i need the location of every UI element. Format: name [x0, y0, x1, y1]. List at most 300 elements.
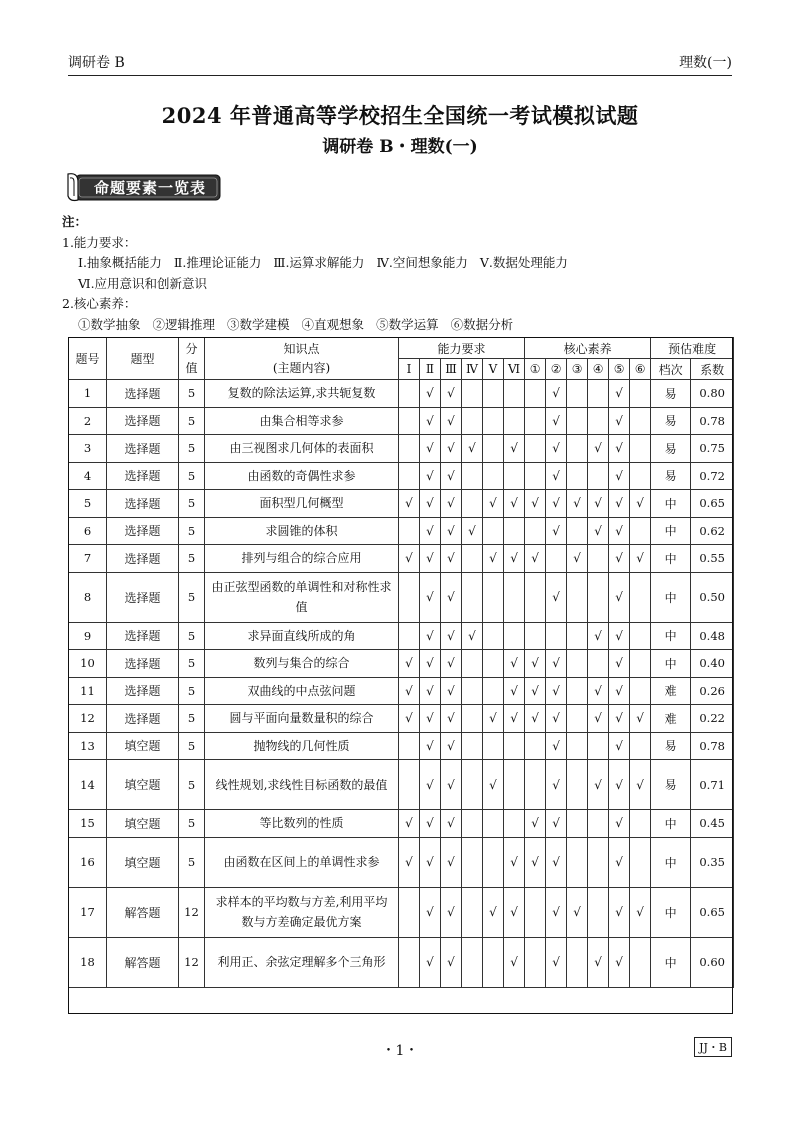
cell-ability-check: √: [504, 435, 525, 463]
cell-core-check: √: [609, 435, 630, 463]
cell-topic: 等比数列的性质: [205, 810, 399, 838]
ability-item: Ⅳ.空间想象能力: [376, 255, 468, 270]
cell-ability-check: [483, 937, 504, 987]
header-rule: [68, 75, 732, 76]
cell-core-check: √: [588, 705, 609, 733]
cell-ability-check: √: [462, 517, 483, 545]
cell-score: 5: [179, 380, 205, 408]
header-topic-main: 知识点: [283, 341, 320, 356]
cell-core-check: √: [630, 760, 651, 810]
ability-item: Ⅰ.抽象概括能力: [78, 255, 162, 270]
cell-ability-check: √: [441, 837, 462, 887]
cell-ability-check: √: [420, 517, 441, 545]
header-topic-sub: (主题内容): [272, 360, 331, 375]
cell-ability-check: [399, 887, 420, 937]
cell-core-check: [588, 380, 609, 408]
cell-core-check: √: [588, 937, 609, 987]
cell-ability-check: [483, 837, 504, 887]
cell-ability-check: [462, 705, 483, 733]
cell-ability-check: √: [420, 545, 441, 573]
cell-ability-check: [483, 572, 504, 622]
cell-coef: 0.78: [691, 732, 734, 760]
cell-num: 16: [69, 837, 107, 887]
cell-core-check: [588, 545, 609, 573]
cell-core-check: [525, 760, 546, 810]
cell-type: 选择题: [107, 462, 179, 490]
table-row: [69, 462, 734, 490]
cell-ability-check: [483, 435, 504, 463]
cell-core-check: [630, 517, 651, 545]
cell-core-check: [546, 622, 567, 650]
cell-ability-check: √: [399, 650, 420, 678]
ability-item: Ⅱ.推理论证能力: [173, 255, 262, 270]
cell-score: 5: [179, 407, 205, 435]
cell-coef: 0.75: [691, 435, 734, 463]
cell-coef: 0.48: [691, 622, 734, 650]
cell-core-check: √: [525, 677, 546, 705]
cell-ability-check: [399, 572, 420, 622]
core-col-header: ③: [567, 359, 588, 380]
page-header: [68, 48, 732, 72]
cell-core-check: [588, 732, 609, 760]
cell-core-check: √: [630, 887, 651, 937]
cell-level: 中: [651, 937, 691, 987]
cell-core-check: [567, 650, 588, 678]
cell-topic: 数列与集合的综合: [205, 650, 399, 678]
cell-core-check: [630, 380, 651, 408]
cell-ability-check: [483, 462, 504, 490]
cell-core-check: [630, 407, 651, 435]
cell-type: 选择题: [107, 407, 179, 435]
cell-ability-check: √: [504, 837, 525, 887]
cell-ability-check: √: [420, 732, 441, 760]
cell-level: 中: [651, 545, 691, 573]
cell-ability-check: [504, 517, 525, 545]
cell-core-check: [588, 572, 609, 622]
cell-ability-check: √: [441, 517, 462, 545]
cell-score: 5: [179, 462, 205, 490]
cell-ability-check: [483, 732, 504, 760]
cell-num: 2: [69, 407, 107, 435]
cell-ability-check: √: [420, 572, 441, 622]
cell-ability-check: √: [441, 407, 462, 435]
cell-coef: 0.65: [691, 887, 734, 937]
cell-ability-check: √: [441, 760, 462, 810]
cell-core-check: √: [609, 887, 630, 937]
cell-core-check: [630, 732, 651, 760]
page-number: ・1・: [381, 1043, 419, 1059]
cell-level: 易: [651, 380, 691, 408]
cell-core-check: [525, 407, 546, 435]
cell-core-check: [567, 435, 588, 463]
cell-score: 5: [179, 677, 205, 705]
cell-core-check: √: [546, 887, 567, 937]
cell-ability-check: √: [441, 435, 462, 463]
cell-ability-check: √: [420, 380, 441, 408]
cell-ability-check: [504, 622, 525, 650]
cell-level: 易: [651, 407, 691, 435]
cell-ability-check: [399, 937, 420, 987]
cell-ability-check: √: [441, 462, 462, 490]
table-row: [69, 490, 734, 518]
cell-ability-check: [483, 622, 504, 650]
cell-ability-check: √: [420, 887, 441, 937]
cell-score: 5: [179, 837, 205, 887]
cell-type: 填空题: [107, 760, 179, 810]
table-row: [69, 622, 734, 650]
cell-level: 中: [651, 650, 691, 678]
cell-num: 8: [69, 572, 107, 622]
cell-type: 选择题: [107, 572, 179, 622]
cell-ability-check: √: [504, 887, 525, 937]
header-topic: [205, 338, 399, 380]
cell-core-check: √: [609, 837, 630, 887]
cell-core-check: √: [630, 545, 651, 573]
cell-ability-check: [483, 407, 504, 435]
cell-ability-check: [462, 887, 483, 937]
ability-item: Ⅴ.数据处理能力: [479, 255, 568, 270]
cell-core-check: [588, 810, 609, 838]
cell-ability-check: [462, 462, 483, 490]
cell-core-check: √: [609, 622, 630, 650]
cell-ability-check: [504, 572, 525, 622]
cell-core-check: √: [588, 435, 609, 463]
cell-core-check: √: [588, 760, 609, 810]
cell-ability-check: √: [399, 490, 420, 518]
cell-ability-check: [399, 462, 420, 490]
cell-ability-check: √: [420, 810, 441, 838]
cell-ability-check: √: [441, 810, 462, 838]
cell-type: 选择题: [107, 622, 179, 650]
cell-ability-check: √: [441, 937, 462, 987]
cell-level: 易: [651, 760, 691, 810]
cell-core-check: [567, 572, 588, 622]
header-score: [179, 338, 205, 380]
cell-core-check: √: [609, 677, 630, 705]
cell-core-check: √: [630, 490, 651, 518]
table-row: [69, 407, 734, 435]
cell-topic: 由三视图求几何体的表面积: [205, 435, 399, 463]
cell-ability-check: [462, 837, 483, 887]
cell-num: 3: [69, 435, 107, 463]
cell-level: 中: [651, 810, 691, 838]
cell-ability-check: √: [420, 837, 441, 887]
header-score-char: 值: [185, 360, 198, 375]
cell-ability-check: [462, 380, 483, 408]
cell-ability-check: [399, 622, 420, 650]
cell-ability-check: √: [441, 490, 462, 518]
cell-topic: 面积型几何概型: [205, 490, 399, 518]
cell-type: 填空题: [107, 810, 179, 838]
cell-ability-check: √: [420, 435, 441, 463]
cell-ability-check: √: [420, 650, 441, 678]
core-item: ②逻辑推理: [152, 316, 216, 332]
cell-ability-check: √: [420, 760, 441, 810]
cell-score: 5: [179, 650, 205, 678]
cell-core-check: √: [546, 705, 567, 733]
core-col-header: ①: [525, 359, 546, 380]
cell-num: 12: [69, 705, 107, 733]
cell-core-check: √: [588, 490, 609, 518]
cell-core-check: √: [567, 887, 588, 937]
cell-core-check: [588, 407, 609, 435]
table-row: [69, 837, 734, 887]
cell-core-check: [588, 650, 609, 678]
cell-core-check: √: [546, 462, 567, 490]
cell-score: 5: [179, 705, 205, 733]
ability-col-header: Ⅳ: [462, 359, 483, 380]
cell-num: 14: [69, 760, 107, 810]
cell-score: 5: [179, 435, 205, 463]
cell-core-check: √: [546, 380, 567, 408]
cell-core-check: √: [567, 490, 588, 518]
notes-block: [62, 212, 580, 335]
cell-core-check: √: [609, 462, 630, 490]
cell-core-check: √: [588, 677, 609, 705]
cell-core-check: √: [609, 650, 630, 678]
cell-score: 5: [179, 732, 205, 760]
cell-core-check: √: [525, 837, 546, 887]
cell-core-check: [630, 837, 651, 887]
cell-ability-check: √: [420, 490, 441, 518]
header-left: 调研卷 B: [68, 55, 125, 71]
table-row: [69, 937, 734, 987]
cell-core-check: [567, 677, 588, 705]
cell-level: 中: [651, 837, 691, 887]
cell-coef: 0.71: [691, 760, 734, 810]
cell-core-check: [630, 677, 651, 705]
cell-core-check: [525, 732, 546, 760]
cell-coef: 0.22: [691, 705, 734, 733]
cell-core-check: [567, 705, 588, 733]
cell-score: 5: [179, 622, 205, 650]
cell-topic: 复数的除法运算,求共轭复数: [205, 380, 399, 408]
cell-num: 9: [69, 622, 107, 650]
cell-core-check: √: [609, 760, 630, 810]
cell-ability-check: √: [441, 545, 462, 573]
cell-score: 12: [179, 887, 205, 937]
cell-type: 解答题: [107, 937, 179, 987]
ability-col-header: Ⅴ: [483, 359, 504, 380]
cell-ability-check: √: [420, 937, 441, 987]
cell-core-check: √: [609, 490, 630, 518]
cell-num: 17: [69, 887, 107, 937]
cell-ability-check: [462, 572, 483, 622]
cell-core-check: √: [546, 677, 567, 705]
cell-core-check: [567, 937, 588, 987]
cell-type: 选择题: [107, 650, 179, 678]
cell-ability-check: √: [399, 545, 420, 573]
cell-ability-check: [399, 380, 420, 408]
page-title: 2024 年普通高等学校招生全国统一考试模拟试题: [161, 103, 639, 128]
header-core: 核心素养: [525, 338, 651, 359]
cell-core-check: √: [609, 937, 630, 987]
cell-topic: 抛物线的几何性质: [205, 732, 399, 760]
cell-core-check: √: [609, 517, 630, 545]
cell-ability-check: √: [462, 622, 483, 650]
cell-score: 5: [179, 572, 205, 622]
core-items: [62, 315, 580, 336]
cell-coef: 0.55: [691, 545, 734, 573]
cell-ability-check: √: [441, 705, 462, 733]
cell-level: 难: [651, 677, 691, 705]
cell-core-check: [588, 837, 609, 887]
core-item: ⑥数据分析: [450, 316, 514, 332]
cell-ability-check: [483, 810, 504, 838]
cell-ability-check: [504, 462, 525, 490]
cell-ability-check: √: [504, 677, 525, 705]
cell-num: 4: [69, 462, 107, 490]
cell-core-check: √: [609, 572, 630, 622]
ability-title: 1.能力要求：: [62, 234, 137, 250]
cell-ability-check: [399, 407, 420, 435]
cell-type: 解答题: [107, 887, 179, 937]
cell-core-check: [630, 937, 651, 987]
cell-core-check: [567, 517, 588, 545]
cell-core-check: [567, 462, 588, 490]
table-row: [69, 650, 734, 678]
cell-coef: 0.26: [691, 677, 734, 705]
cell-core-check: √: [588, 517, 609, 545]
core-col-header: ⑥: [630, 359, 651, 380]
cell-core-check: √: [525, 490, 546, 518]
ability-col-header: Ⅱ: [420, 359, 441, 380]
cell-score: 5: [179, 517, 205, 545]
cell-ability-check: [399, 760, 420, 810]
cell-ability-check: √: [504, 937, 525, 987]
cell-core-check: [567, 810, 588, 838]
cell-ability-check: [504, 380, 525, 408]
cell-type: 选择题: [107, 705, 179, 733]
core-item: ③数学建模: [227, 316, 290, 332]
cell-type: 选择题: [107, 545, 179, 573]
cell-core-check: [525, 937, 546, 987]
page-subtitle: 调研卷 B・理数(一): [322, 137, 478, 157]
cell-coef: 0.65: [691, 490, 734, 518]
cell-num: 11: [69, 677, 107, 705]
cell-coef: 0.80: [691, 380, 734, 408]
cell-num: 1: [69, 380, 107, 408]
cell-num: 6: [69, 517, 107, 545]
cell-core-check: √: [609, 380, 630, 408]
cell-core-check: √: [525, 650, 546, 678]
cell-core-check: √: [630, 705, 651, 733]
cell-core-check: [567, 732, 588, 760]
cell-core-check: √: [525, 545, 546, 573]
cell-ability-check: √: [420, 677, 441, 705]
cell-topic: 双曲线的中点弦问题: [205, 677, 399, 705]
cell-core-check: √: [609, 705, 630, 733]
cell-ability-check: √: [441, 572, 462, 622]
cell-core-check: [525, 517, 546, 545]
core-item: ④直观想象: [301, 316, 365, 332]
cell-core-check: [588, 462, 609, 490]
cell-core-check: [630, 622, 651, 650]
cell-core-check: [525, 435, 546, 463]
header-ability: 能力要求: [399, 338, 525, 359]
cell-ability-check: √: [399, 810, 420, 838]
cell-ability-check: [504, 732, 525, 760]
cell-core-check: [567, 380, 588, 408]
cell-ability-check: [462, 490, 483, 518]
cell-core-check: √: [546, 517, 567, 545]
cell-score: 5: [179, 545, 205, 573]
table-row: [69, 732, 734, 760]
cell-ability-check: [462, 677, 483, 705]
cell-level: 中: [651, 622, 691, 650]
cell-core-check: [630, 462, 651, 490]
cell-ability-check: √: [441, 622, 462, 650]
cell-core-check: [525, 572, 546, 622]
cell-ability-check: [483, 677, 504, 705]
cell-ability-check: [462, 760, 483, 810]
header-difficulty: 预估难度: [651, 338, 734, 359]
cell-ability-check: [504, 407, 525, 435]
cell-ability-check: [399, 517, 420, 545]
ability-col-header: Ⅵ: [504, 359, 525, 380]
cell-num: 18: [69, 937, 107, 987]
table-row: [69, 760, 734, 810]
cell-ability-check: √: [441, 650, 462, 678]
cell-ability-check: [462, 937, 483, 987]
table-row: [69, 572, 734, 622]
cell-level: 易: [651, 435, 691, 463]
cell-ability-check: √: [420, 407, 441, 435]
cell-num: 10: [69, 650, 107, 678]
cell-core-check: [588, 887, 609, 937]
cell-score: 5: [179, 810, 205, 838]
table-row: [69, 677, 734, 705]
cell-ability-check: [483, 517, 504, 545]
table-row: [69, 810, 734, 838]
ability-items: [62, 253, 580, 274]
cell-core-check: √: [609, 732, 630, 760]
ability-item-6: Ⅵ.应用意识和创新意识: [78, 275, 208, 291]
cell-ability-check: √: [399, 705, 420, 733]
header-num: 题号: [69, 338, 107, 380]
cell-topic: 由集合相等求参: [205, 407, 399, 435]
table-row: [69, 517, 734, 545]
cell-type: 填空题: [107, 732, 179, 760]
cell-ability-check: √: [504, 545, 525, 573]
cell-ability-check: √: [504, 490, 525, 518]
table-row: [69, 380, 734, 408]
cell-core-check: [567, 760, 588, 810]
cell-level: 中: [651, 572, 691, 622]
cell-level: 易: [651, 462, 691, 490]
header-score-char: 分: [185, 341, 198, 356]
cell-topic: 由正弦型函数的单调性和对称性求值: [205, 572, 399, 622]
cell-core-check: [630, 810, 651, 838]
cell-core-check: √: [546, 650, 567, 678]
cell-core-check: √: [546, 837, 567, 887]
cell-core-check: √: [525, 705, 546, 733]
cell-coef: 0.60: [691, 937, 734, 987]
cell-level: 难: [651, 705, 691, 733]
header-right: 理数(一): [679, 55, 732, 71]
cell-core-check: [525, 462, 546, 490]
header-type: 题型: [107, 338, 179, 380]
cell-coef: 0.62: [691, 517, 734, 545]
cell-ability-check: [462, 650, 483, 678]
cell-ability-check: √: [399, 837, 420, 887]
section-banner: [64, 170, 224, 204]
cell-type: 选择题: [107, 517, 179, 545]
cell-core-check: √: [546, 760, 567, 810]
cell-num: 15: [69, 810, 107, 838]
cell-topic: 由函数在区间上的单调性求参: [205, 837, 399, 887]
cell-core-check: √: [525, 810, 546, 838]
